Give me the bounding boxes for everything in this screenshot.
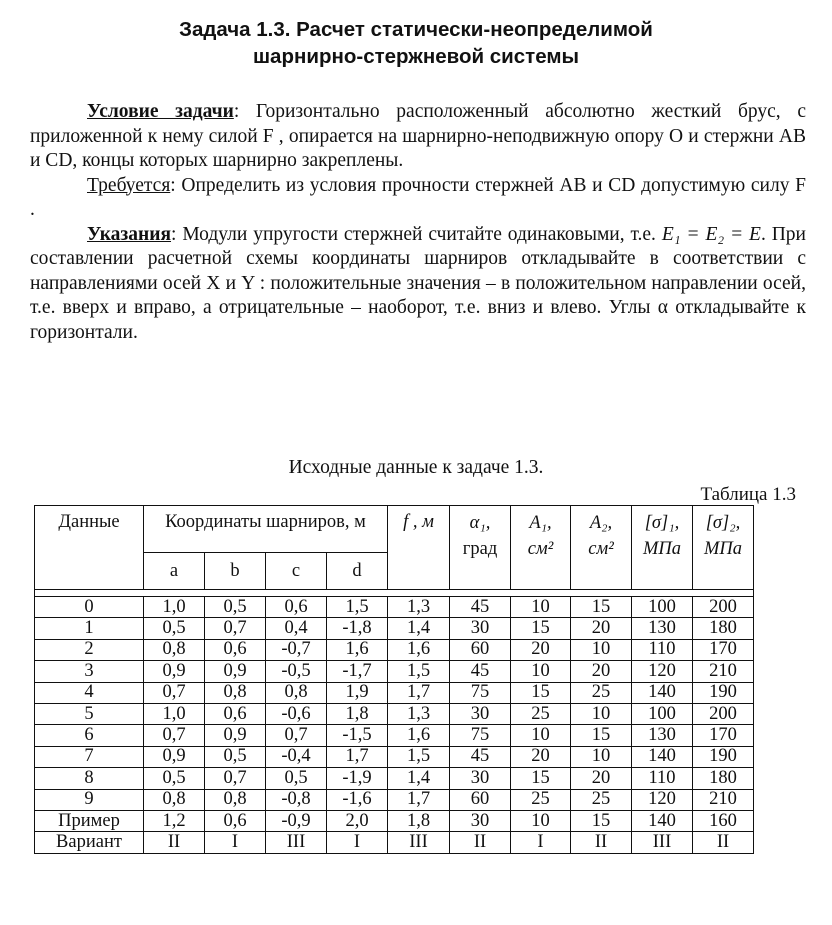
instructions-text-b: . При составлении расчетной схемы координаты шарниров откладывайте в соответствии с направлениями осей X и Y : положительные значения – в положительном направлении осей, т.е. вверх и вправо, а отрицательные – наоборот, т.е. вниз и влево. Углы α откладывайте к горизонтали. [30,223,806,343]
table-cell: 1,3 [388,597,450,618]
table-cell: 0,6 [266,597,327,618]
table-cell: -0,6 [266,703,327,724]
table-cell: 0,8 [144,639,205,660]
header-sigma1-symbol: [σ]₁, [644,513,680,533]
table-cell: -1,7 [327,661,388,682]
table-cell: 2,0 [327,810,388,831]
table-cell: 200 [693,703,754,724]
table-cell: 0,9 [205,725,266,746]
table-cell: 0,6 [205,639,266,660]
table-cell: 25 [511,789,571,810]
table-cell: II [693,832,754,853]
condition-label: Условие задачи [87,101,234,122]
table-cell: III [388,832,450,853]
table-row [35,810,754,831]
table-header-spacer [35,590,754,597]
table-row [35,703,754,724]
requirement-paragraph [30,174,806,223]
table-cell: 0 [35,597,144,618]
table-cell: 0,8 [266,682,327,703]
table-cell: 0,7 [205,768,266,789]
table-cell: II [450,832,511,853]
table-cell: 120 [632,661,693,682]
table-cell: 140 [632,746,693,767]
table-cell: 2 [35,639,144,660]
table-cell: 140 [632,810,693,831]
table-cell: 20 [511,639,571,660]
table-cell: 30 [450,768,511,789]
table-cell: 0,7 [144,725,205,746]
table-cell: 30 [450,810,511,831]
table-cell: 1,6 [327,639,388,660]
table-caption: Исходные данные к задаче 1.3. [288,457,544,478]
header-a1-unit: см² [527,539,554,559]
header-alpha-unit: град [462,539,498,559]
table-cell: 60 [450,639,511,660]
table-cell: 4 [35,682,144,703]
table-cell: 1,8 [327,703,388,724]
table-cell: 0,6 [205,703,266,724]
table-cell: 0,7 [266,725,327,746]
header-a1 [511,506,571,590]
table-cell: 0,8 [205,682,266,703]
table-cell: 0,4 [266,618,327,639]
header-a2-symbol: A₂, [589,513,613,533]
table-cell: 0,5 [144,618,205,639]
table-cell: 0,7 [144,682,205,703]
table-cell: 1,5 [388,661,450,682]
table-cell: 45 [450,661,511,682]
table-cell: 0,5 [266,768,327,789]
table-row [35,639,754,660]
table-cell: 160 [693,810,754,831]
header-divider [35,590,754,597]
table-cell: 15 [511,768,571,789]
table-cell: 0,8 [144,789,205,810]
table-row [35,597,754,618]
table-cell: 1,6 [388,725,450,746]
table-cell: 110 [632,639,693,660]
table-cell: 6 [35,725,144,746]
condition-paragraph [30,100,806,174]
table-cell: 110 [632,768,693,789]
requirement-label: Требуется [87,174,171,196]
table-cell: -1,8 [327,618,388,639]
table-cell: 1,9 [327,682,388,703]
table-row [35,746,754,767]
table-cell: 15 [511,618,571,639]
table-cell: 1,0 [144,703,205,724]
modulus-formula: E₁ = E₂ = E [661,223,761,245]
header-f: f , м [388,506,450,590]
table-header-row [35,506,754,553]
table-cell: 75 [450,682,511,703]
table-cell: II [571,832,632,853]
table-cell: 15 [571,725,632,746]
table-cell: 1,4 [388,618,450,639]
table-cell: 20 [571,768,632,789]
header-data: Данные [35,506,144,590]
table-cell: 100 [632,597,693,618]
table-cell: -1,9 [327,768,388,789]
header-coord-d: d [327,553,388,590]
table-cell: 30 [450,618,511,639]
table-cell: 1,6 [388,639,450,660]
header-sigma1-unit: МПа [642,539,682,559]
table-cell: 180 [693,768,754,789]
table-row [35,768,754,789]
table-cell: 120 [632,789,693,810]
table-cell: 10 [511,725,571,746]
title-line-2: шарнирно-стержневой системы [252,45,580,68]
table-cell: 10 [511,597,571,618]
table-cell: 3 [35,661,144,682]
table-cell: 170 [693,725,754,746]
table-cell: -0,5 [266,661,327,682]
table-cell: 15 [571,597,632,618]
instructions-label: Указания [87,223,172,245]
input-data-table [34,505,754,854]
table-cell: -0,9 [266,810,327,831]
table-cell: 130 [632,618,693,639]
instructions-text-a: : Модули упругости стержней считайте одинаковыми, т.е. [171,223,656,245]
table-cell: 0,8 [205,789,266,810]
table-cell: 45 [450,597,511,618]
table-cell: 10 [511,661,571,682]
table-cell: 0,9 [144,661,205,682]
table-row [35,618,754,639]
table-cell: 20 [571,618,632,639]
table-cell: II [144,832,205,853]
header-coord-c: c [266,553,327,590]
table-cell: 0,9 [144,746,205,767]
page-title [0,16,832,70]
table-cell: 100 [632,703,693,724]
table-cell: 10 [571,639,632,660]
table-row [35,725,754,746]
table-cell: 5 [35,703,144,724]
table-cell: -0,8 [266,789,327,810]
table-cell: 1,7 [388,682,450,703]
table-cell: 15 [571,810,632,831]
table-cell: 45 [450,746,511,767]
table-cell: 10 [511,810,571,831]
table-cell: I [327,832,388,853]
header-sigma2-unit: МПа [703,539,743,559]
table-cell: 10 [571,746,632,767]
table-cell: Пример [35,810,144,831]
table-cell: 9 [35,789,144,810]
table-body [35,597,754,854]
task-description [30,100,806,345]
header-coord-a: a [144,553,205,590]
table-cell: 75 [450,725,511,746]
table-cell: I [205,832,266,853]
table-cell: 140 [632,682,693,703]
table-cell: 180 [693,618,754,639]
table-label: Таблица 1.3 [700,484,796,505]
table-cell: 1,2 [144,810,205,831]
table-cell: 0,6 [205,810,266,831]
requirement-text: : Определить из условия прочности стержней AB и CD допустимую силу F . [30,174,806,220]
table-cell: 0,5 [144,768,205,789]
header-coords: Координаты шарниров, м [144,506,388,553]
table-cell: 1,5 [327,597,388,618]
table-cell: -1,5 [327,725,388,746]
table-cell: 210 [693,661,754,682]
table-cell: 1,0 [144,597,205,618]
header-a2-unit: см² [588,539,614,559]
header-alpha-symbol: α₁, [469,513,491,533]
table-cell: 60 [450,789,511,810]
header-sigma2-symbol: [σ]₂, [705,513,741,533]
table-cell: 0,5 [205,597,266,618]
table-cell: 20 [511,746,571,767]
table-cell: 10 [571,703,632,724]
table-row [35,832,754,853]
instructions-paragraph [30,223,806,346]
table-cell: 190 [693,682,754,703]
header-sigma1 [632,506,693,590]
header-a2 [571,506,632,590]
header-alpha [450,506,511,590]
table-cell: 130 [632,725,693,746]
header-sigma2 [693,506,754,590]
table-cell: 7 [35,746,144,767]
table-cell: -0,4 [266,746,327,767]
table-cell: Вариант [35,832,144,853]
title-line-1: Задача 1.3. Расчет статически-неопределимой [179,18,653,41]
table-cell: 25 [571,682,632,703]
table-cell: 20 [571,661,632,682]
table-row [35,789,754,810]
table-cell: 1,7 [327,746,388,767]
table-row [35,682,754,703]
table-cell: 8 [35,768,144,789]
table-cell: III [632,832,693,853]
table-cell: 30 [450,703,511,724]
table-cell: 25 [511,703,571,724]
header-a1-symbol: A₁, [529,513,552,533]
table-row [35,661,754,682]
table-cell: 1,3 [388,703,450,724]
table-cell: 1,7 [388,789,450,810]
table-cell: -0,7 [266,639,327,660]
table-cell: -1,6 [327,789,388,810]
table-cell: 1,5 [388,746,450,767]
table-cell: 0,5 [205,746,266,767]
condition-text: : Горизонтально расположенный абсолютно жесткий брус, с приложенной к нему силой F , опирается на шарнирно-неподвижную опору O и стержни AB и CD, концы которых шарнирно закреплены. [30,101,806,171]
table-cell: 1,8 [388,810,450,831]
table-cell: 200 [693,597,754,618]
header-coord-b: b [205,553,266,590]
table-cell: 190 [693,746,754,767]
table-cell: 1,4 [388,768,450,789]
table-cell: 210 [693,789,754,810]
table-cell: 0,9 [205,661,266,682]
table-cell: 15 [511,682,571,703]
table-cell: 0,7 [205,618,266,639]
table-cell: 170 [693,639,754,660]
table-cell: 1 [35,618,144,639]
table-cell: I [511,832,571,853]
table-cell: III [266,832,327,853]
table-cell: 25 [571,789,632,810]
